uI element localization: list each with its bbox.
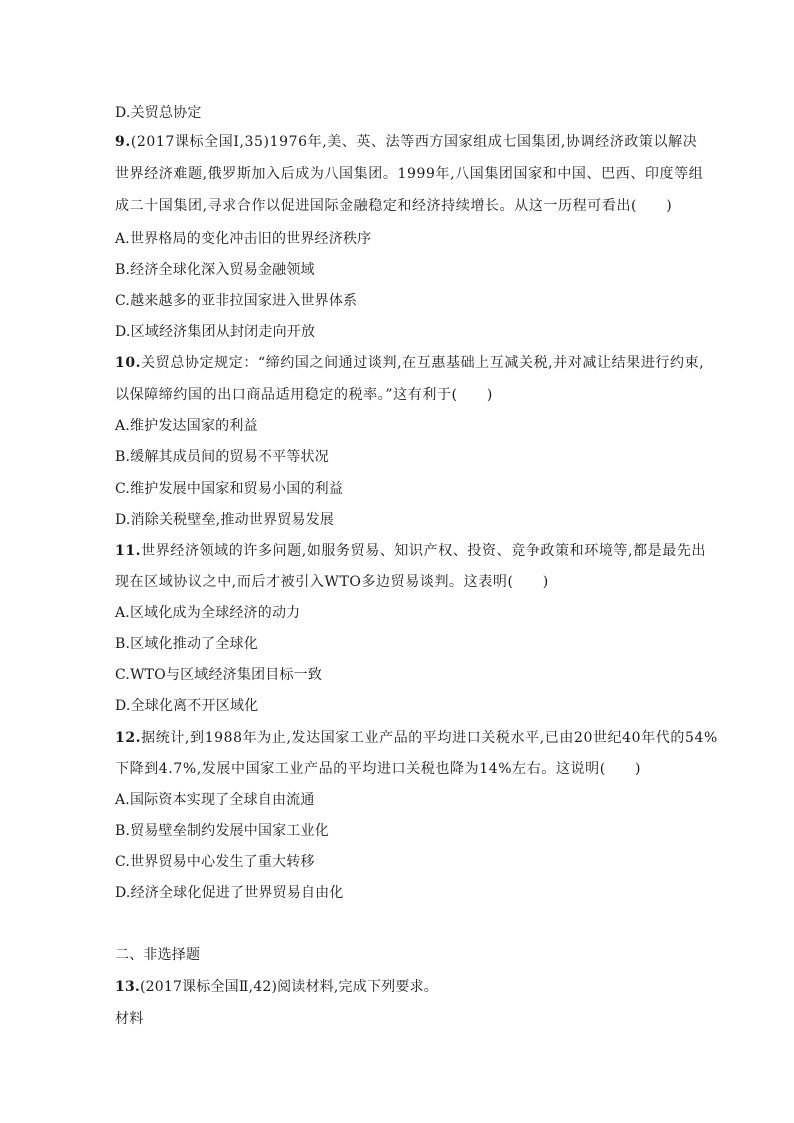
q10-stem-line-1 xyxy=(115,353,705,373)
q12-text: 据统计,到1988年为止,发达国家工业产品的平均进口关税水平,已由20世纪40年代的54% xyxy=(141,730,718,746)
q12-stem-line-1 xyxy=(115,728,718,748)
q11-option-b: B.区域化推动了全球化 xyxy=(115,636,258,652)
q11-stem-line-2: 现在区域协议之中,而后才被引入WTO多边贸易谈判。这表明( ) xyxy=(115,574,549,590)
q9-text: (2017课标全国Ⅰ,35)1976年,美、英、法等西方国家组成七国集团,协调经济政策以解决 xyxy=(130,134,698,150)
q10-option-b: B.缓解其成员间的贸易不平等状况 xyxy=(115,449,329,465)
q11-stem-line-1 xyxy=(115,541,707,561)
q9-option-b: B.经济全球化深入贸易金融领域 xyxy=(115,262,315,278)
q10-text: 关贸总协定规定：“缔约国之间通过谈判,在互惠基础上互减关税,并对减让结果进行约束, xyxy=(141,355,705,371)
q9-number: 9. xyxy=(115,134,131,150)
q10-stem-line-2: 以保障缔约国的出口商品适用稳定的税率。”这有利于( ) xyxy=(115,387,493,403)
q9-stem-line-2: 世界经济难题,俄罗斯加入后成为八国集团。1999年,八国集团国家和中国、巴西、印度等组 xyxy=(115,166,704,182)
q9-stem-line-3: 成二十国集团,寻求合作以促进国际金融稳定和经济持续增长。从这一历程可看出( ) xyxy=(115,198,673,214)
section-title: 二、非选择题 xyxy=(115,947,201,963)
q8-option-d: D.关贸总协定 xyxy=(115,105,202,121)
q13-text: (2017课标全国Ⅱ,42)阅读材料,完成下列要求。 xyxy=(139,979,438,995)
q10-option-a: A.维护发达国家的利益 xyxy=(115,418,258,434)
q11-text: 世界经济领域的许多问题,如服务贸易、知识产权、投资、竞争政策和环境等,都是最先出 xyxy=(141,543,707,559)
q12-option-d: D.经济全球化促进了世界贸易自由化 xyxy=(115,885,344,901)
q9-option-c: C.越来越多的亚非拉国家进入世界体系 xyxy=(115,293,358,309)
q13-stem xyxy=(115,977,695,997)
q11-option-c: C.WTO与区域经济集团目标一致 xyxy=(115,667,323,683)
q11-option-a: A.区域化成为全球经济的动力 xyxy=(115,605,301,621)
q10-option-d: D.消除关税壁垒,推动世界贸易发展 xyxy=(115,512,335,528)
q11-option-d: D.全球化离不开区域化 xyxy=(115,698,259,714)
q12-option-b: B.贸易壁垒制约发展中国家工业化 xyxy=(115,823,329,839)
q9-stem-line-1 xyxy=(115,132,698,152)
q12-stem-line-2: 下降到4.7%,发展中国家工业产品的平均进口关税也降为14%左右。这说明( ) xyxy=(115,761,642,777)
q12-option-a: A.国际资本实现了全球自由流通 xyxy=(115,792,315,808)
q10-option-c: C.维护发展中国家和贸易小国的利益 xyxy=(115,481,344,497)
material-label: 材料 xyxy=(115,1011,144,1027)
q9-option-a: A.世界格局的变化冲击旧的世界经济秩序 xyxy=(115,231,372,247)
q12-number: 12. xyxy=(115,730,142,746)
q11-number: 11. xyxy=(115,543,142,559)
q10-number: 10. xyxy=(115,355,142,371)
q13-number: 13. xyxy=(115,979,140,995)
q9-option-d: D.区域经济集团从封闭走向开放 xyxy=(115,324,316,340)
q12-option-c: C.世界贸易中心发生了重大转移 xyxy=(115,854,315,870)
